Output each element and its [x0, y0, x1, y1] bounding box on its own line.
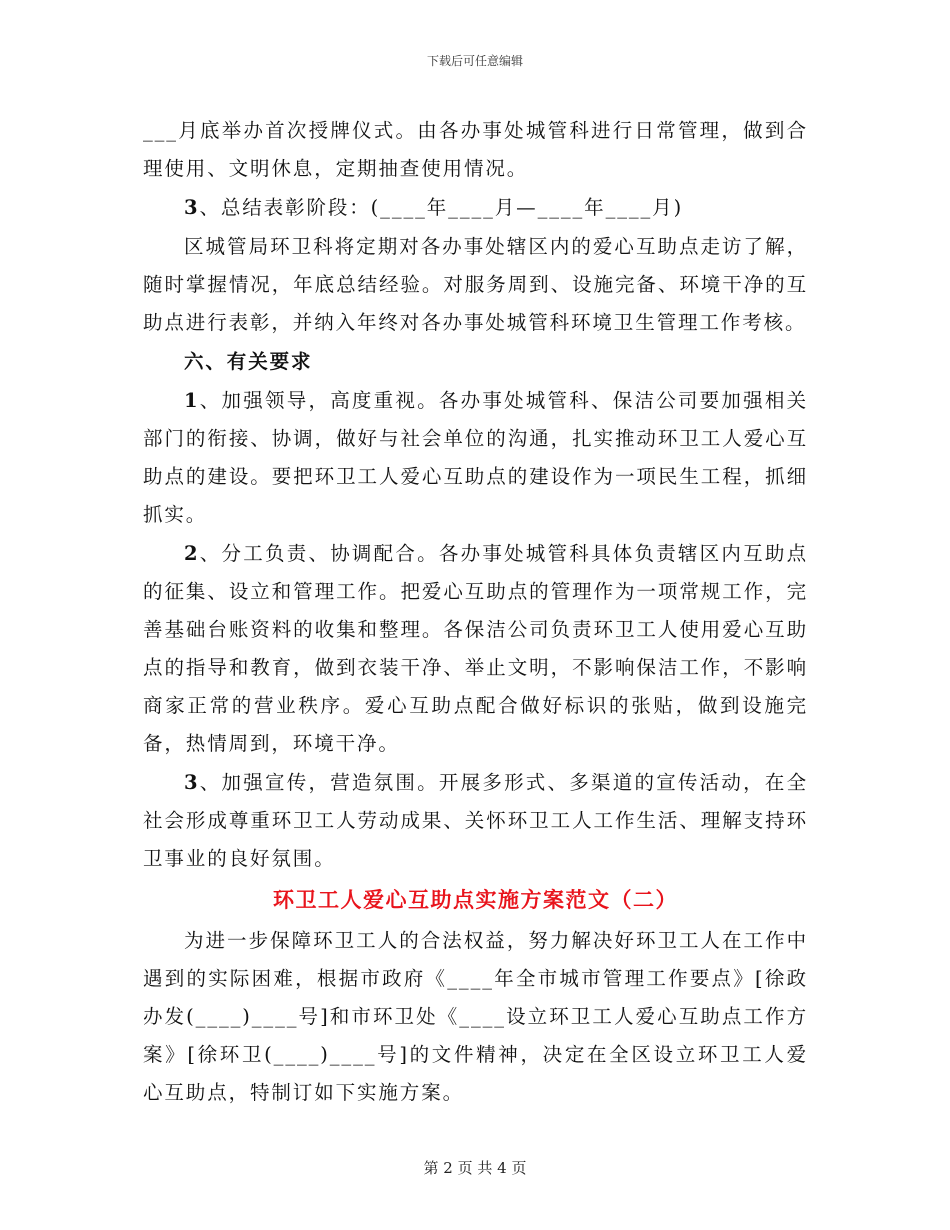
paragraph-continuation: ___月底举办首次授牌仪式。由各办事处城管科进行日常管理，做到合理使用、文明休息，定期抽查使用情况。 [143, 119, 808, 180]
paragraph-text: 、加强领导，高度重视。各办事处城管科、保洁公司要加强相关部门的衔接、协调，做好与社会单位的沟通，扎实推动环卫工人爱心互助点的建设。要把环卫工人爱心互助点的建设作为一项民生工程，抓细抓实。 [143, 389, 808, 526]
paragraph-text: 、分工负责、协调配合。各办事处城管科具体负责辖区内互助点的征集、设立和管理工作。把爱心互助点的管理作为一项常规工作，完善基础台账资料的收集和整理。各保洁公司负责环卫工人使用爱心互助点的指导和教育，做到衣装干净、举止文明，不影响保洁工作，不影响商家正常的营业秩序。爱心互助点配合做好标识的张贴，做到设施完备，热情周到，环境干净。 [143, 542, 808, 755]
section-title: 环卫工人爱心互助点实施方案范文（二） [273, 887, 678, 912]
section-heading-requirements: 六、有关要求 [184, 350, 313, 373]
item-number: 3 [184, 196, 200, 219]
paragraph-requirement-2 [143, 535, 808, 763]
paragraph-text: 、总结表彰阶段：(____年____月—____年____月) [199, 196, 684, 219]
item-number: 1 [184, 389, 200, 412]
paragraph-requirement-3 [143, 764, 808, 878]
paragraph-requirement-1 [143, 382, 808, 534]
paragraph-text: 、加强宣传，营造氛围。开展多形式、多渠道的宣传活动，在全社会形成尊重环卫工人劳动成果、关怀环卫工人工作生活、理解支持环卫事业的良好氛围。 [143, 771, 808, 870]
document-body [143, 112, 808, 1113]
item-number: 2 [184, 542, 200, 565]
paragraph-intro: 为进一步保障环卫工人的合法权益，努力解决好环卫工人在工作中遇到的实际困难，根据市政府《____年全市城市管理工作要点》[徐政办发(____)____号]和市环卫处《____设立环卫工人爱心互助点工作方案》[徐环卫(____)____号]的文件精神，决定在全区设立环卫工人爱心互助点，特制订如下实施方案。 [143, 929, 808, 1104]
paragraph-stage-3 [143, 189, 808, 227]
paragraph-summary: 区城管局环卫科将定期对各办事处辖区内的爱心互助点走访了解，随时掌握情况，年底总结经验。对服务周到、设施完备、环境干净的互助点进行表彰，并纳入年终对各办事处城管科环境卫生管理工作考核。 [143, 235, 808, 334]
page-footer: 第 2 页 共 4 页 [423, 1159, 527, 1177]
page-header: 下载后可任意编辑 [426, 54, 523, 68]
item-number: 3 [184, 771, 200, 794]
